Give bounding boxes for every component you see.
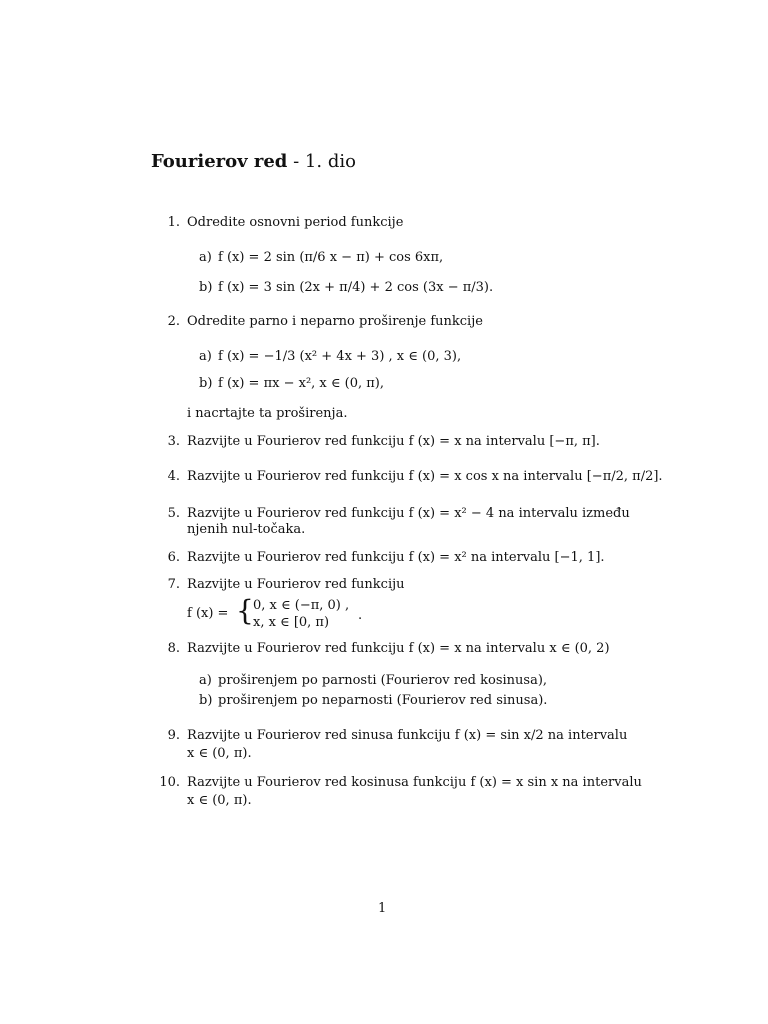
problem-text: Razvijte u Fourierov red funkciju f (x) = x cos x na intervalu [−π/2, π/2]. — [187, 469, 663, 484]
part-label: b) — [199, 376, 213, 391]
title-rest: - 1. dio — [287, 151, 356, 172]
piecewise-lhs: f (x) = — [187, 606, 229, 621]
problem-number: 2. — [167, 314, 180, 329]
problem-number: 1. — [167, 215, 180, 230]
problem-text: Razvijte u Fourierov red sinusa funkciju f (x) = sin x/2 na intervalu — [187, 728, 628, 743]
piecewise-case-2: x, x ∈ [0, π) — [253, 615, 330, 630]
problem-number: 9. — [167, 728, 180, 743]
problem-number: 7. — [167, 577, 180, 592]
problem-text: Razvijte u Fourierov red kosinusa funkciju f (x) = x sin x na intervalu — [187, 775, 642, 790]
part-label: b) — [199, 693, 213, 708]
title-bold: Fourierov red — [151, 151, 288, 172]
problem-text: Razvijte u Fourierov red funkciju f (x) = x na intervalu [−π, π]. — [187, 434, 600, 449]
part-formula: f (x) = −1/3 (x² + 4x + 3) , x ∈ (0, 3), — [218, 349, 462, 364]
problem-text: Razvijte u Fourierov red funkciju f (x) = x² − 4 na intervalu između — [187, 506, 630, 521]
part-label: a) — [199, 349, 212, 364]
part-formula: f (x) = πx − x², x ∈ (0, π), — [218, 376, 384, 391]
part-formula: f (x) = 3 sin (2x + π/4) + 2 cos (3x − π/3). — [218, 280, 494, 295]
part-formula: f (x) = 2 sin (π/6 x − π) + cos 6xπ, — [218, 250, 444, 265]
problem-after-text: i nacrtajte ta proširenja. — [187, 406, 348, 421]
part-label: b) — [199, 280, 213, 295]
problem-number: 10. — [159, 775, 180, 790]
problem-text: Razvijte u Fourierov red funkciju f (x) = x na intervalu x ∈ (0, 2) — [187, 641, 610, 656]
part-formula: proširenjem po neparnosti (Fourierov red sinusa). — [218, 693, 548, 708]
piecewise-end: . — [358, 608, 363, 623]
problem-text: Razvijte u Fourierov red funkciju — [187, 577, 405, 592]
problem-number: 5. — [167, 506, 180, 521]
problem-text-continued: x ∈ (0, π). — [187, 746, 252, 761]
page-number: 1 — [378, 901, 387, 916]
piecewise-case-1: 0, x ∈ (−π, 0) , — [253, 598, 350, 613]
part-formula: proširenjem po parnosti (Fourierov red kosinusa), — [218, 673, 548, 688]
problem-text-continued: njenih nul-točaka. — [187, 522, 306, 537]
problem-text: Razvijte u Fourierov red funkciju f (x) = x² na intervalu [−1, 1]. — [187, 550, 605, 565]
part-label: a) — [199, 250, 212, 265]
problem-number: 3. — [167, 434, 180, 449]
problem-number: 8. — [167, 641, 180, 656]
page-title — [151, 151, 356, 172]
problem-text-continued: x ∈ (0, π). — [187, 793, 252, 808]
problem-number: 6. — [167, 550, 180, 565]
part-label: a) — [199, 673, 212, 688]
problem-text: Odredite parno i neparno proširenje funkcije — [187, 314, 483, 329]
problem-number: 4. — [167, 469, 180, 484]
problem-text: Odredite osnovni period funkcije — [187, 215, 404, 230]
piecewise-brace: { — [236, 594, 254, 627]
